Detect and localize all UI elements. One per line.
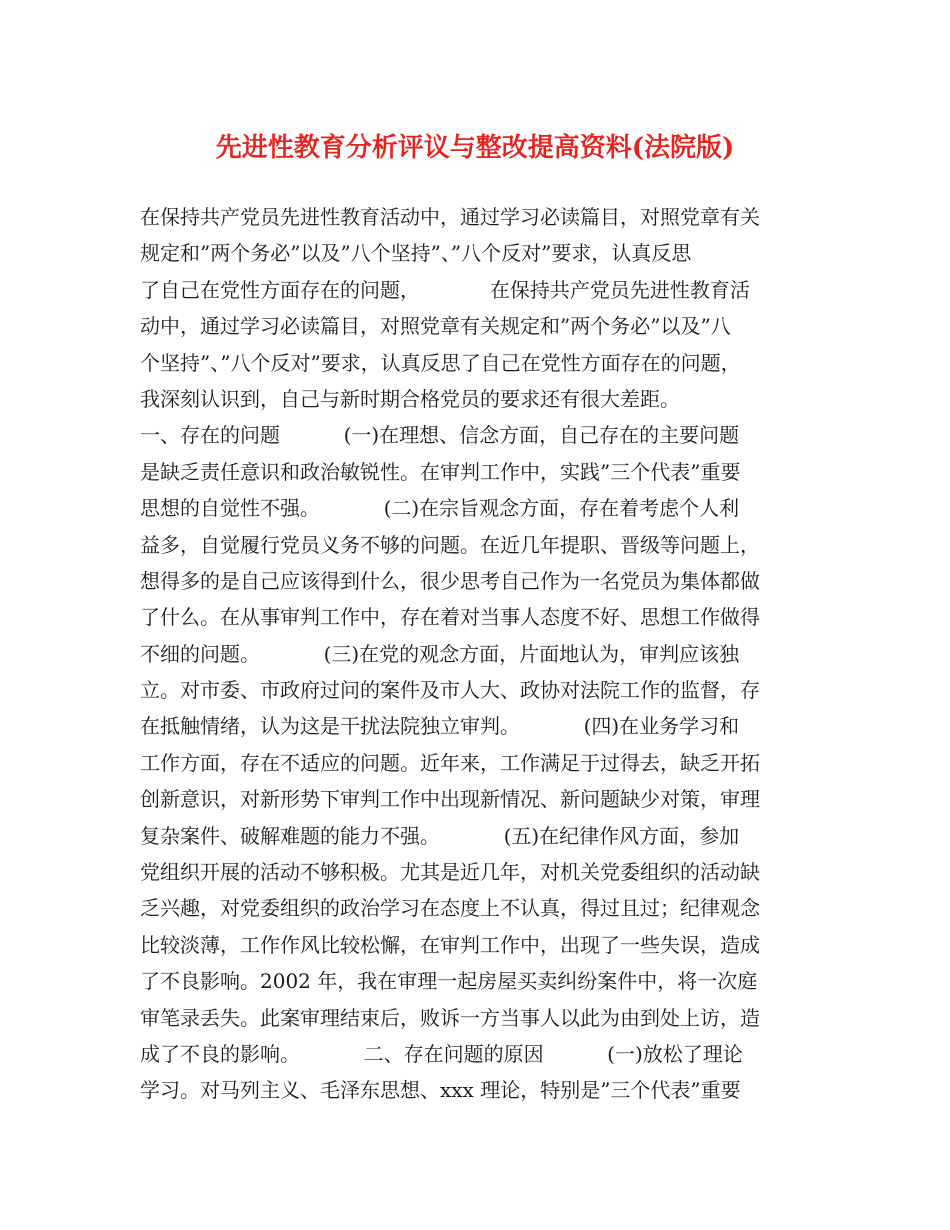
body-line: 我深刻认识到，自己与新时期合格党员的要求还有很大差距。 bbox=[140, 386, 680, 411]
body-line: 创新意识，对新形势下审判工作中出现新情况、新问题缺少对策，审理 bbox=[140, 787, 760, 812]
body-line: 审笔录丢失。此案审理结束后，败诉一方当事人以此为由到处上访，造 bbox=[140, 1005, 760, 1030]
document-body bbox=[140, 199, 820, 1109]
body-line: 党组织开展的活动不够积极。尤其是近几年，对机关党委组织的活动缺 bbox=[140, 860, 760, 885]
body-line: 一、存在的问题 (一)在理想、信念方面，自己存在的主要问题 bbox=[140, 423, 740, 448]
body-line: 思想的自觉性不强。 (二)在宗旨观念方面，存在着考虑个人利 bbox=[140, 496, 740, 521]
body-line: 在抵触情绪，认为这是干扰法院独立审判。 (四)在业务学习和 bbox=[140, 714, 740, 739]
body-line: 学习。对马列主义、毛泽东思想、xxx 理论，特别是”三个代表”重要 bbox=[140, 1078, 741, 1103]
body-line: 比较淡薄，工作作风比较松懈，在审判工作中，出现了一些失误，造成 bbox=[140, 932, 760, 957]
body-line: 动中，通过学习必读篇目，对照党章有关规定和”两个务必”以及”八 bbox=[140, 314, 731, 339]
body-line: 想得多的是自己应该得到什么，很少思考自己作为一名党员为集体都做 bbox=[140, 568, 760, 593]
body-line: 乏兴趣，对党委组织的政治学习在态度上不认真，得过且过；纪律观念 bbox=[140, 896, 760, 921]
body-line: 不细的问题。 (三)在党的观念方面，片面地认为，审判应该独 bbox=[140, 641, 740, 666]
body-line: 了不良影响。2002 年，我在审理一起房屋买卖纠纷案件中，将一次庭 bbox=[140, 969, 758, 994]
body-line: 在保持共产党员先进性教育活动中，通过学习必读篇目，对照党章有关 bbox=[140, 205, 760, 229]
body-line: 成了不良的影响。 二、存在问题的原因 (一)放松了理论 bbox=[140, 1041, 743, 1066]
body-line: 个坚持”、”八个反对”要求，认真反思了自己在党性方面存在的问题， bbox=[140, 350, 741, 375]
body-line: 立。对市委、市政府过问的案件及市人大、政协对法院工作的监督，存 bbox=[140, 678, 760, 703]
document-title: 先进性教育分析评议与整改提高资料(法院版) bbox=[215, 133, 735, 163]
body-line: 益多，自觉履行党员义务不够的问题。在近几年提职、晋级等问题上， bbox=[140, 532, 760, 557]
body-line: 了自己在党性方面存在的问题， 在保持共产党员先进性教育活 bbox=[140, 277, 750, 302]
body-line: 工作方面，存在不适应的问题。近年来，工作满足于过得去，缺乏开拓 bbox=[140, 750, 760, 775]
body-line: 复杂案件、破解难题的能力不强。 (五)在纪律作风方面，参加 bbox=[140, 823, 740, 848]
body-line: 了什么。在从事审判工作中，存在着对当事人态度不好、思想工作做得 bbox=[140, 605, 760, 630]
body-line: 是缺乏责任意识和政治敏锐性。在审判工作中，实践”三个代表”重要 bbox=[140, 459, 741, 484]
body-line: 规定和”两个务必”以及”八个坚持”、”八个反对”要求，认真反思 bbox=[140, 241, 692, 266]
